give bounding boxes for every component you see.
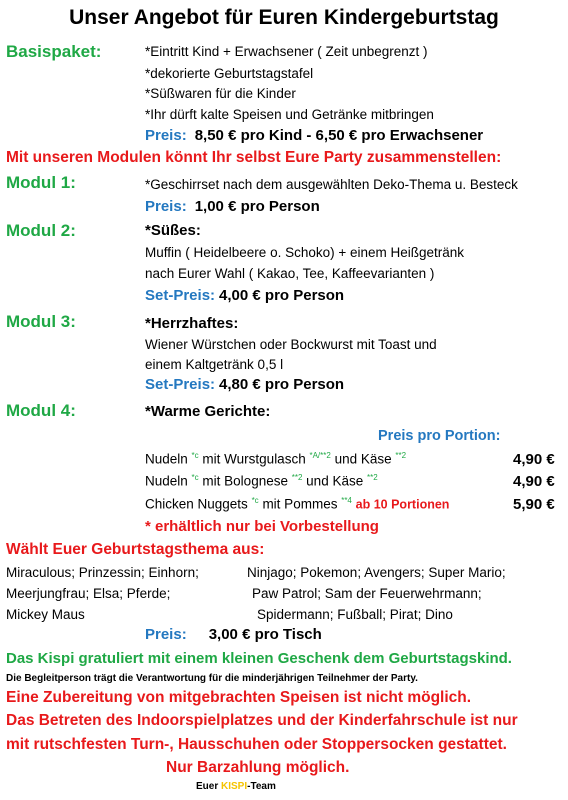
modul1-text: *Geschirrset nach dem ausgewählten Deko-Thema u. Besteck: [145, 177, 518, 192]
modul2-price: [145, 287, 344, 304]
price-value: 4,00 € pro Person: [219, 287, 345, 304]
dish-text: Nudeln: [145, 473, 192, 489]
modul3-heading: *Herrzhaftes:: [145, 315, 239, 332]
dish-price: 4,90 €: [513, 451, 555, 468]
portion-price-label: Preis pro Portion:: [378, 428, 501, 444]
dish-row: [145, 496, 449, 512]
modul2-line: nach Eurer Wahl ( Kakao, Tee, Kaffeevarianten ): [145, 266, 435, 281]
basis-price: [145, 127, 483, 144]
price-label: Set-Preis:: [145, 376, 216, 393]
modul3-line: einem Kaltgetränk 0,5 l: [145, 357, 284, 372]
basis-label: Basispaket:: [6, 42, 102, 61]
theme-option: Mickey Maus: [6, 607, 85, 622]
preorder-note: * erhältlich nur bei Vorbestellung: [145, 518, 379, 535]
price-value: 1,00 € pro Person: [194, 198, 320, 215]
basis-item: *Süßwaren für die Kinder: [145, 86, 296, 101]
theme-label: Wählt Euer Geburtstagsthema aus:: [6, 541, 265, 558]
modul3-line: Wiener Würstchen oder Bockwurst mit Toast und: [145, 337, 437, 352]
price-value: 4,80 € pro Person: [219, 376, 345, 393]
price-value: 8,50 € pro Kind - 6,50 € pro Erwachsener: [194, 127, 484, 144]
price-label: Set-Preis:: [145, 287, 216, 304]
red-note: Das Betreten des Indoorspielplatzes und der Kinderfahrschule ist nur: [6, 712, 518, 729]
modul4-label: Modul 4:: [6, 401, 76, 420]
price-label: Preis:: [145, 198, 187, 215]
basis-item: *Eintritt Kind + Erwachsener ( Zeit unbegrenzt ): [145, 44, 428, 59]
modules-intro: Mit unseren Modulen könnt Ihr selbst Eure Party zusammenstellen:: [6, 149, 502, 166]
allergen-mark: **4: [341, 496, 352, 505]
allergen-mark: *c: [251, 496, 259, 505]
theme-option: Paw Patrol; Sam der Feuerwehrmann;: [252, 586, 482, 601]
red-note: Eine Zubereitung von mitgebrachten Speisen ist nicht möglich.: [6, 689, 472, 706]
modul3-price: [145, 376, 344, 393]
dish-note: ab 10 Portionen: [355, 497, 450, 512]
gift-note: Das Kispi gratuliert mit einem kleinen Geschenk dem Geburtstagskind.: [6, 650, 512, 667]
signature-suffix: -Team: [247, 781, 276, 792]
price-value: 3,00 € pro Tisch: [208, 626, 322, 643]
modul2-heading: *Süßes:: [145, 222, 201, 239]
basis-item: *dekorierte Geburtstagstafel: [145, 66, 314, 81]
signature: [196, 781, 276, 792]
dish-text: mit Wurstgulasch: [198, 451, 310, 467]
dish-price: 4,90 €: [513, 473, 555, 490]
allergen-mark: **2: [395, 451, 407, 460]
allergen-mark: *c: [191, 451, 199, 460]
signature-prefix: Euer: [196, 781, 222, 792]
dish-text: und Käse: [302, 473, 367, 489]
theme-price: [145, 626, 322, 643]
allergen-mark: *c: [191, 473, 199, 482]
modul1-price: [145, 198, 320, 215]
modul3-label: Modul 3:: [6, 312, 76, 331]
theme-option: Ninjago; Pokemon; Avengers; Super Mario;: [247, 565, 506, 580]
modul1-label: Modul 1:: [6, 173, 76, 192]
allergen-mark: *A/**2: [309, 451, 331, 460]
red-note: mit rutschfesten Turn-, Hausschuhen oder Stoppersocken gestattet.: [6, 736, 507, 753]
basis-item: *Ihr dürft kalte Speisen und Getränke mitbringen: [145, 107, 434, 122]
dish-price: 5,90 €: [513, 496, 555, 513]
dish-row: [145, 451, 406, 467]
dish-text: und Käse: [330, 451, 396, 467]
theme-option: Miraculous; Prinzessin; Einhorn;: [6, 565, 199, 580]
theme-option: Spidermann; Fußball; Pirat; Dino: [257, 607, 453, 622]
dish-row: [145, 473, 378, 489]
dish-text: Chicken Nuggets: [145, 496, 252, 512]
theme-option: Meerjungfrau; Elsa; Pferde;: [6, 586, 171, 601]
modul2-label: Modul 2:: [6, 221, 76, 240]
dish-text: mit Bolognese: [198, 473, 292, 489]
dish-text: mit Pommes: [258, 496, 342, 512]
kispi-brand: KISPI: [221, 781, 248, 792]
price-label: Preis:: [145, 127, 187, 144]
responsibility-note: Die Begleitperson trägt die Verantwortung für die minderjährigen Teilnehmer der Party.: [6, 673, 418, 684]
dish-text: Nudeln: [145, 451, 192, 467]
allergen-mark: **2: [366, 473, 378, 482]
page-title: Unser Angebot für Euren Kindergeburtstag: [69, 6, 499, 29]
payment-note: Nur Barzahlung möglich.: [166, 759, 350, 776]
modul4-heading: *Warme Gerichte:: [145, 403, 271, 420]
modul2-line: Muffin ( Heidelbeere o. Schoko) + einem Heißgetränk: [145, 245, 465, 260]
price-label: Preis:: [145, 626, 187, 643]
allergen-mark: **2: [291, 473, 303, 482]
